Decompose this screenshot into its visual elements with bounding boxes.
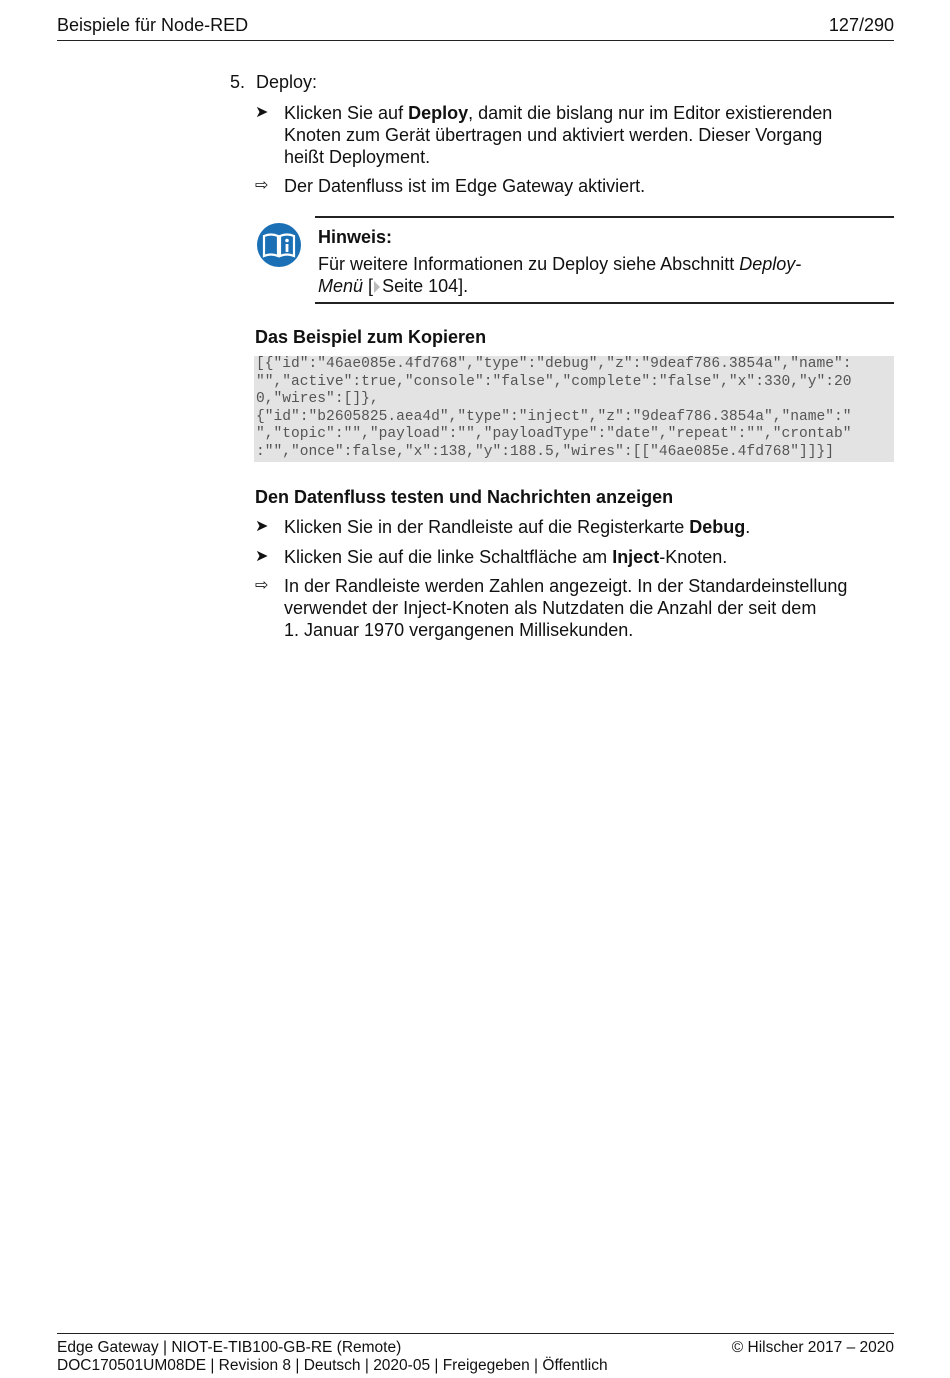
item-text: In der Randleiste werden Zahlen angezeigt. In der Standardeinstellung <box>284 576 848 596</box>
item-text: Knoten zum Gerät übertragen und aktiviert werden. Dieser Vorgang <box>284 125 823 145</box>
step-number: 5. <box>230 72 246 92</box>
code-line: "","active":true,"console":"false","complete":"false","x":330,"y":20 <box>256 373 852 390</box>
page-ref-link[interactable]: Seite 104 <box>382 276 459 296</box>
item-text: , damit die bislang nur im Editor existierenden <box>468 103 833 123</box>
code-line: :"","once":false,"x":138,"y":188.5,"wires":[["46ae085e.4fd768"]]}] <box>256 444 835 460</box>
item-text: Klicken Sie auf die linke Schaltfläche am <box>284 547 613 567</box>
footer-doc-info: DOC170501UM08DE | Revision 8 | Deutsch | 2020-05 | Freigegeben | Öffentlich <box>57 1357 608 1374</box>
item-text: Klicken Sie auf <box>284 103 409 123</box>
item-text: verwendet der Inject-Knoten als Nutzdaten die Anzahl der seit dem <box>284 598 817 618</box>
arrowhead-icon: ➤ <box>255 548 269 565</box>
list-item <box>255 175 895 197</box>
list-item <box>255 102 895 168</box>
result-arrow-icon: ⇨ <box>255 177 269 194</box>
note-text-part: Für weitere Informationen zu Deploy siehe Abschnitt <box>318 254 740 274</box>
code-line: 0,"wires":[]}, <box>256 391 379 408</box>
item-text: Der Datenfluss ist im Edge Gateway aktiviert. <box>284 176 646 196</box>
code-line: [{"id":"46ae085e.4fd768","type":"debug","z":"9deaf786.3854a","name": <box>256 356 852 372</box>
note-text-part: ]. <box>458 276 469 296</box>
list-item <box>255 575 895 641</box>
footer-copyright: © Hilscher 2017 – 2020 <box>731 1339 894 1356</box>
page-header <box>57 14 894 41</box>
item-bold: Inject <box>612 547 660 567</box>
item-text: 1. Januar 1970 vergangenen Millisekunden. <box>284 620 634 640</box>
item-text: -Knoten. <box>659 547 728 567</box>
page-footer <box>57 1333 894 1374</box>
note-text-part: [ <box>368 276 374 296</box>
arrowhead-icon: ➤ <box>255 518 269 535</box>
footer-product: Edge Gateway | NIOT-E-TIB100-GB-RE (Remote) <box>57 1339 402 1356</box>
result-arrow-icon: ⇨ <box>255 577 269 594</box>
list-item <box>255 516 895 538</box>
item-text: heißt Deployment. <box>284 147 431 167</box>
note-text <box>318 253 888 297</box>
code-line: ","topic":"","payload":"","payloadType":"date","repeat":"","crontab" <box>256 426 852 443</box>
step-heading <box>230 72 317 93</box>
section-heading: Den Datenfluss testen und Nachrichten anzeigen <box>255 487 674 507</box>
arrowhead-icon: ➤ <box>255 104 269 121</box>
note-box <box>315 216 894 304</box>
item-text: Klicken Sie in der Randleiste auf die Registerkarte <box>284 517 690 537</box>
page-number: 127/290 <box>828 15 894 35</box>
note-title: Hinweis: <box>318 227 393 247</box>
deploy-menu-link[interactable]: Menü <box>318 276 364 296</box>
deploy-menu-link[interactable]: Deploy- <box>739 254 802 274</box>
info-book-icon <box>256 222 302 268</box>
item-bold: Debug <box>689 517 746 537</box>
section-heading: Das Beispiel zum Kopieren <box>255 327 487 347</box>
code-line: {"id":"b2605825.aea4d","type":"inject","z":"9deaf786.3854a","name":" <box>256 408 852 425</box>
step-label: Deploy: <box>256 72 318 92</box>
code-block <box>254 356 894 462</box>
page-ref-triangle-icon <box>374 281 380 293</box>
header-title: Beispiele für Node-RED <box>57 15 249 35</box>
list-item <box>255 546 895 568</box>
item-text: . <box>745 517 751 537</box>
item-bold: Deploy <box>408 103 469 123</box>
